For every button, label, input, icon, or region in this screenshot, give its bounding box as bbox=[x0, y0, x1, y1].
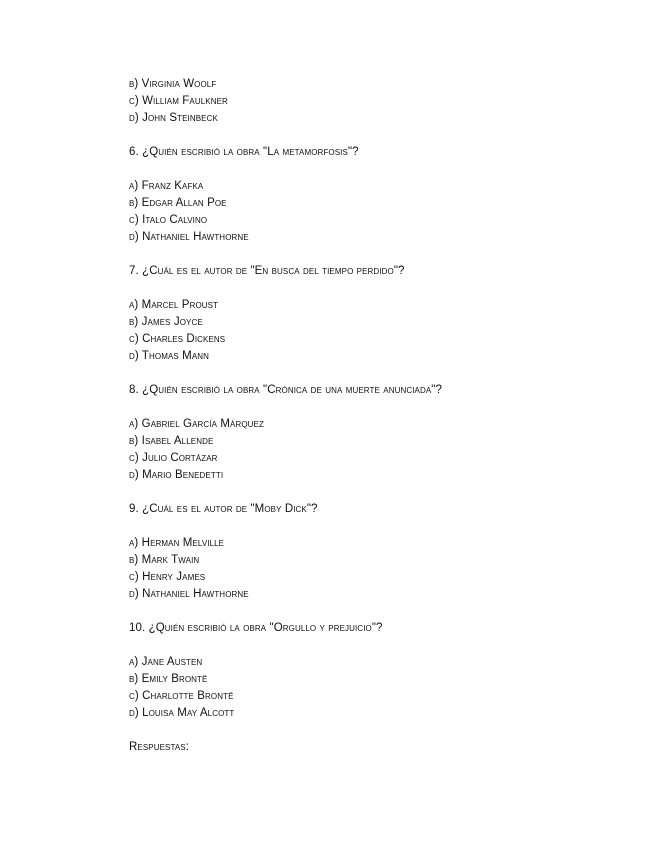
option-line: b) James Joyce bbox=[129, 316, 203, 328]
option-line: c) Henry James bbox=[129, 571, 206, 583]
option-line: a) Gabriel García Márquez bbox=[129, 418, 264, 430]
quiz-content bbox=[129, 76, 609, 756]
option-line: d) John Steinbeck bbox=[129, 112, 218, 124]
option-line: c) Italo Calvino bbox=[129, 214, 208, 226]
option-line: c) Charles Dickens bbox=[129, 333, 226, 345]
option-line: a) Jane Austen bbox=[129, 656, 203, 668]
option-line: c) Charlotte Brontë bbox=[129, 690, 234, 702]
answers-heading: Respuestas: bbox=[129, 741, 190, 753]
option-line: b) Emily Brontë bbox=[129, 673, 208, 685]
option-line: d) Nathaniel Hawthorne bbox=[129, 588, 249, 600]
question-8: 8. ¿Quién escribió la obra "Crónica de una muerte anunciada"? bbox=[129, 384, 442, 396]
option-line: c) Julio Cortázar bbox=[129, 452, 218, 464]
option-line: b) Edgar Allan Poe bbox=[129, 197, 227, 209]
option-line: a) Herman Melville bbox=[129, 537, 225, 549]
option-line: d) Mario Benedetti bbox=[129, 469, 224, 481]
option-line: b) Virginia Woolf bbox=[129, 78, 217, 90]
question-7: 7. ¿Cuál es el autor de "En busca del tiempo perdido"? bbox=[129, 265, 405, 277]
question-9: 9. ¿Cuál es el autor de "Moby Dick"? bbox=[129, 503, 318, 515]
option-line: a) Marcel Proust bbox=[129, 299, 219, 311]
option-line: d) Louisa May Alcott bbox=[129, 707, 235, 719]
option-line: d) Thomas Mann bbox=[129, 350, 210, 362]
option-line: b) Isabel Allende bbox=[129, 435, 214, 447]
option-line: c) William Faulkner bbox=[129, 95, 228, 107]
option-line: a) Franz Kafka bbox=[129, 180, 204, 192]
option-line: d) Nathaniel Hawthorne bbox=[129, 231, 249, 243]
question-6: 6. ¿Quién escribió la obra "La metamorfosis"? bbox=[129, 146, 359, 158]
option-line: b) Mark Twain bbox=[129, 554, 200, 566]
question-10: 10. ¿Quién escribió la obra "Orgullo y prejuicio"? bbox=[129, 622, 383, 634]
